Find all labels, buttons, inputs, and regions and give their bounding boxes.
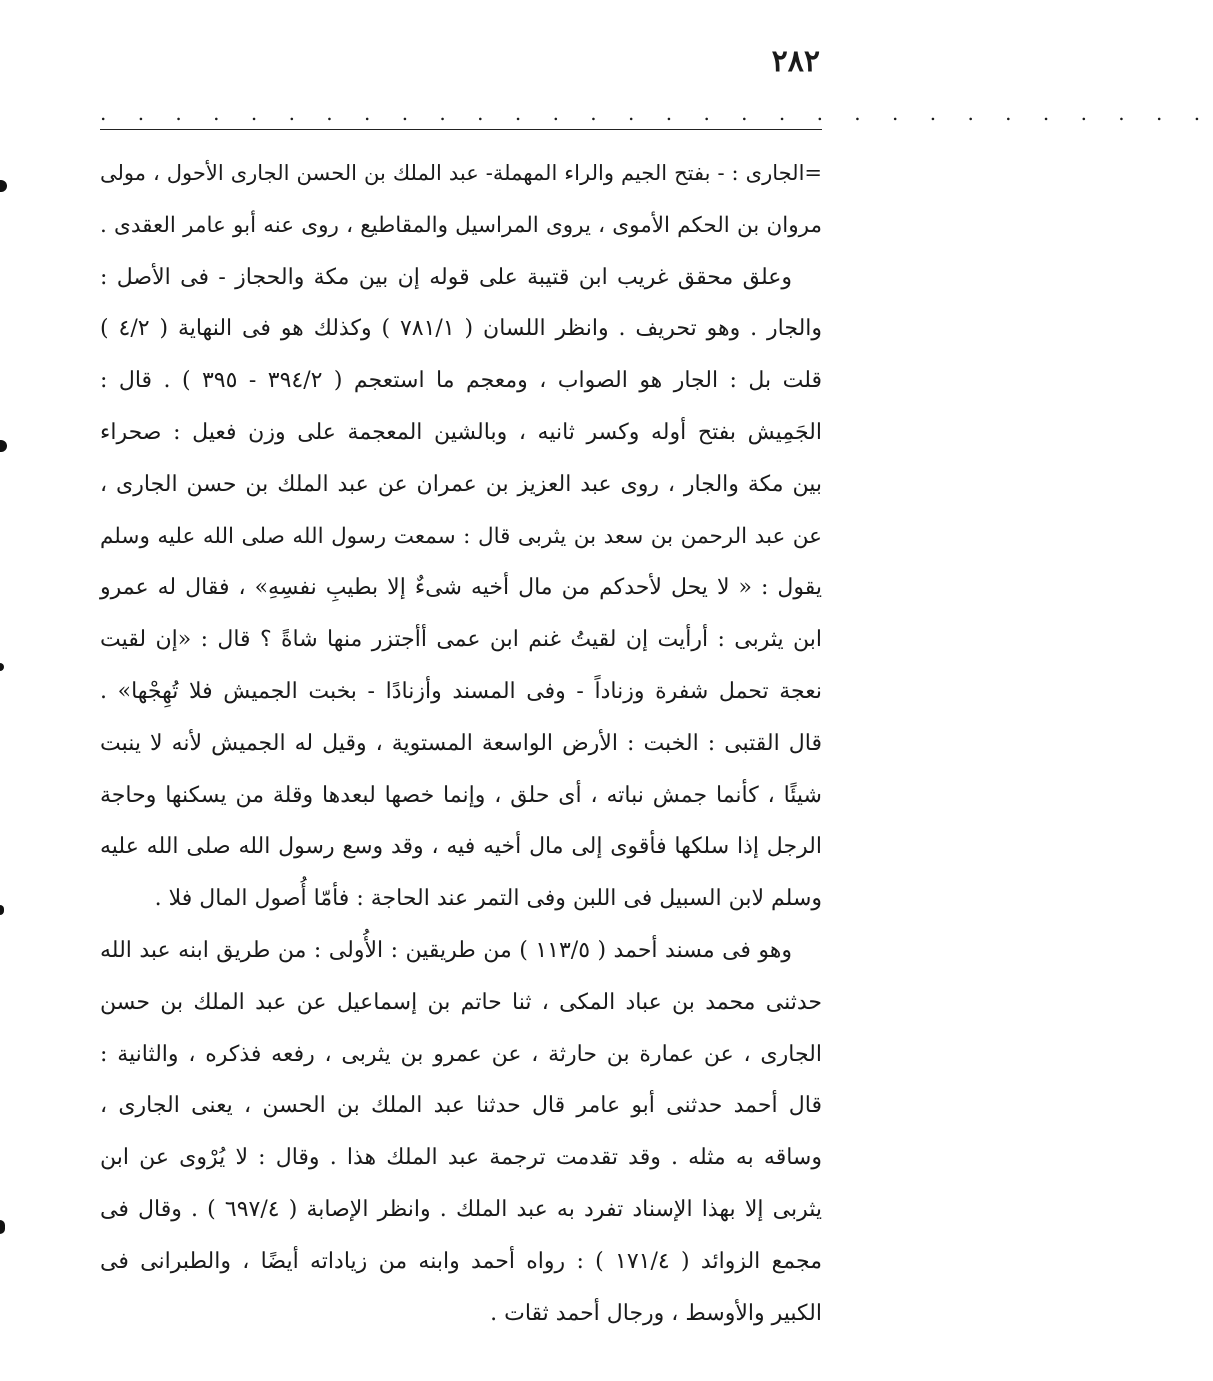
text-line: عن عبد الرحمن بن سعد بن يثربی قال : سمعت رسول الله صلى الله عليه وسلم [100, 523, 822, 549]
left-margin-marks [0, 0, 14, 1381]
text-line: وسلم لابن السبيل فی اللبن وفی التمر عند الحاجة : فأمّا أُصول المال فلا . [154, 886, 822, 912]
text-line: ابن يثربی : أرأيت إن لقيتُ غنم ابن عمی أأجتزر منها شاةً ؟ قال : «إن لقيت [100, 627, 822, 653]
margin-mark [0, 180, 7, 192]
text-line: الجَمِيش بفتح أوله وكسر ثانيه ، وبالشين المعجمة على وزن فعيل : صحراء [100, 419, 822, 445]
text-line: وهو فی مسند أحمد ( ١١٣/٥ ) من طريقين : الأُولى : من طريق ابنه عبد الله [100, 937, 793, 963]
text-line: شيئًا ، كأنما جمش نباته ، أی حلق ، وإنما خصها لبعدها وقلة من يسكنها وحاجة [100, 782, 822, 808]
page-number: ٢٨٢ [771, 44, 820, 79]
text-line: قال القتبی : الخبت : الأرض الواسعة المستوية ، وقيل له الجميش لأنه لا ينبت [100, 730, 822, 756]
text-line: الجاری ، عن عمارة بن حارثة ، عن عمرو بن يثربی ، رفعه فذكره ، والثانية : [100, 1041, 822, 1067]
text-line: وعلق محقق غريب ابن قتيبة على قوله إن بين مكة والحجاز - فی الأصل : [100, 264, 792, 290]
margin-mark [0, 440, 7, 452]
text-line: الكبير والأوسط ، ورجال أحمد ثقات . [490, 1300, 822, 1326]
text-line: يثربی إلا بهذا الإسناد تفرد به عبد الملك . وانظر الإصابة ( ٦٩٧/٤ ) . وقال فی [100, 1196, 822, 1222]
text-line: وساقه به مثله . وقد تقدمت ترجمة عبد الملك هذا . وقال : لا يُرْوی عن ابن [100, 1145, 822, 1171]
margin-mark [0, 905, 4, 915]
text-line: قلت بل : الجار هو الصواب ، ومعجم ما استعجم ( ٣٩٤/٢ - ٣٩٥ ) . قال : [100, 368, 823, 394]
text-line: نعجة تحمل شفرة وزناداً - وفی المسند وأزنادًا - بخبت الجميش فلا تُهِجْها» . [100, 678, 822, 704]
text-line: يقول : « لا يحل لأحدكم من مال أخيه شیءٌ إلا بطيبِ نفسِهِ» ، فقال له عمرو [100, 575, 822, 601]
dotted-separator: . . . . . . . . . . . . . . . . . . . . . . . . . . . . . . [100, 101, 1213, 125]
margin-mark [0, 663, 4, 671]
text-line: =الجاری : - بفتح الجيم والراء المهملة- عبد الملك بن الحسن الجاری الأحول ، مولی [100, 161, 822, 185]
text-line: والجار . وهو تحريف . وانظر اللسان ( ٧٨١/١ ) وكذلك هو فی النهاية ( ٤/٢ ) [100, 316, 823, 342]
text-line: مروان بن الحكم الأموی ، يروی المراسيل والمقاطيع ، روی عنه أبو عامر العقدی . [100, 212, 822, 238]
text-line: مجمع الزوائد ( ١٧١/٤ ) : رواه أحمد وابنه من زياداته أيضًا ، والطبرانی فی [100, 1248, 822, 1274]
margin-mark [0, 1220, 5, 1234]
text-line: الرجل إذا سلكها فأقوى إلى مال أخيه فيه ، وقد وسع رسول الله صلى الله عليه [100, 834, 822, 860]
text-line: حدثنی محمد بن عباد المكی ، ثنا حاتم بن إسماعيل عن عبد الملك بن حسن [100, 989, 822, 1015]
body-text [100, 148, 822, 1339]
text-line: بين مكة والجار ، روی عبد العزيز بن عمران عن عبد الملك بن حسن الجاری ، [100, 471, 822, 497]
text-line: قال أحمد حدثنی أبو عامر قال حدثنا عبد الملك بن الحسن ، يعنی الجاری ، [100, 1093, 822, 1119]
horizontal-rule [100, 129, 822, 130]
